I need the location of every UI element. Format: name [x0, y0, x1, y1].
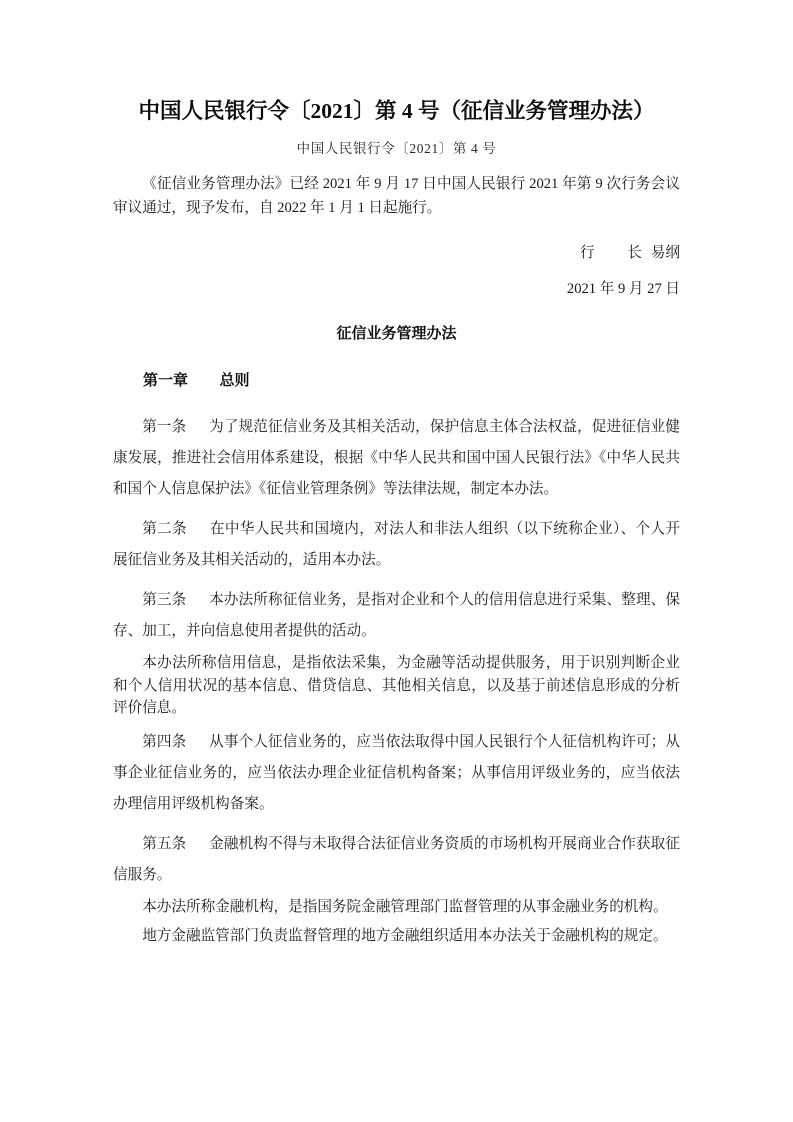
- document-content: [113, 0, 680, 948]
- article-1-text: 为了规范征信业务及其相关活动，保护信息主体合法权益，促进征信业健康发展，推进社会信用体系建设，根据《中华人民共和国中国人民银行法》《中华人民共和国个人信息保护法》《征信业管理条例》等法律法规，制定本办法。: [113, 419, 680, 497]
- spacer: [113, 392, 680, 412]
- article-5-label: 第五条: [142, 835, 187, 852]
- article-5-text: 金融机构不得与未取得合法征信业务资质的市场机构开展商业合作获取征信服务。: [113, 835, 680, 883]
- local-financial-organization-paragraph: 地方金融监管部门负责监督管理的地方金融组织适用本办法关于金融机构的规定。: [142, 928, 668, 944]
- signature-name: 易纲: [650, 245, 680, 261]
- financial-institution-paragraph: 本办法所称金融机构，是指国务院金融管理部门监督管理的从事金融业务的机构。: [142, 898, 668, 915]
- preamble-paragraph: 《征信业务管理办法》已经 2021 年 9 月 17 日中国人民银行 2021 年第 9 次行务会议审议通过，现予发布，自 2022 年 1 月 1 日起施行。: [113, 176, 680, 216]
- document-subtitle: 中国人民银行令〔2021〕第 4 号: [296, 141, 497, 156]
- article-4-text: 从事个人征信业务的，应当依法取得中国人民银行个人征信机构许可；从事企业征信业务的，应当依法办理企业征信机构备案；从事信用评级业务的，应当依法办理信用评级机构备案。: [113, 733, 680, 812]
- article-1-label: 第一条: [142, 419, 187, 435]
- law-title: 征信业务管理办法: [336, 326, 457, 342]
- article-5: [113, 829, 680, 891]
- signature-date: 2021 年 9 月 27 日: [566, 281, 680, 297]
- spacer: [113, 576, 680, 585]
- article-3-label: 第三条: [142, 592, 187, 608]
- article-3: [113, 585, 680, 647]
- article-1: [113, 412, 680, 505]
- chapter-number: 第一章: [143, 373, 189, 389]
- article-3-text: 本办法所称征信业务，是指对企业和个人的信用信息进行采集、整理、保存、加工，并向信息使用者提供的活动。: [113, 592, 680, 639]
- signature-role: 行 长: [580, 245, 651, 261]
- spacer: [113, 720, 680, 727]
- credit-information-paragraph: 本办法所称信用信息，是指依法采集，为金融等活动提供服务，用于识别判断企业和个人信用状况的基本信息、借贷信息、其他相关信息，以及基于前述信息形成的分析评价信息。: [113, 655, 680, 716]
- chapter-name: 总则: [219, 373, 250, 389]
- article-4-label: 第四条: [142, 733, 187, 750]
- signature-role-name: [113, 220, 680, 264]
- spacer: [113, 820, 680, 829]
- chapter-heading: [113, 345, 680, 392]
- article-2-text: 在中华人民共和国境内，对法人和非法人组织（以下统称企业）、个人开展征信业务及其相关活动的，适用本办法。: [113, 521, 680, 568]
- article-2: [113, 514, 680, 576]
- article-2-label: 第二条: [142, 521, 187, 537]
- spacer: [113, 505, 680, 514]
- spacer: [113, 918, 680, 925]
- article-4: [113, 727, 680, 820]
- page-title: 中国人民银行令〔2021〕第 4 号（征信业务管理办法）: [138, 99, 655, 123]
